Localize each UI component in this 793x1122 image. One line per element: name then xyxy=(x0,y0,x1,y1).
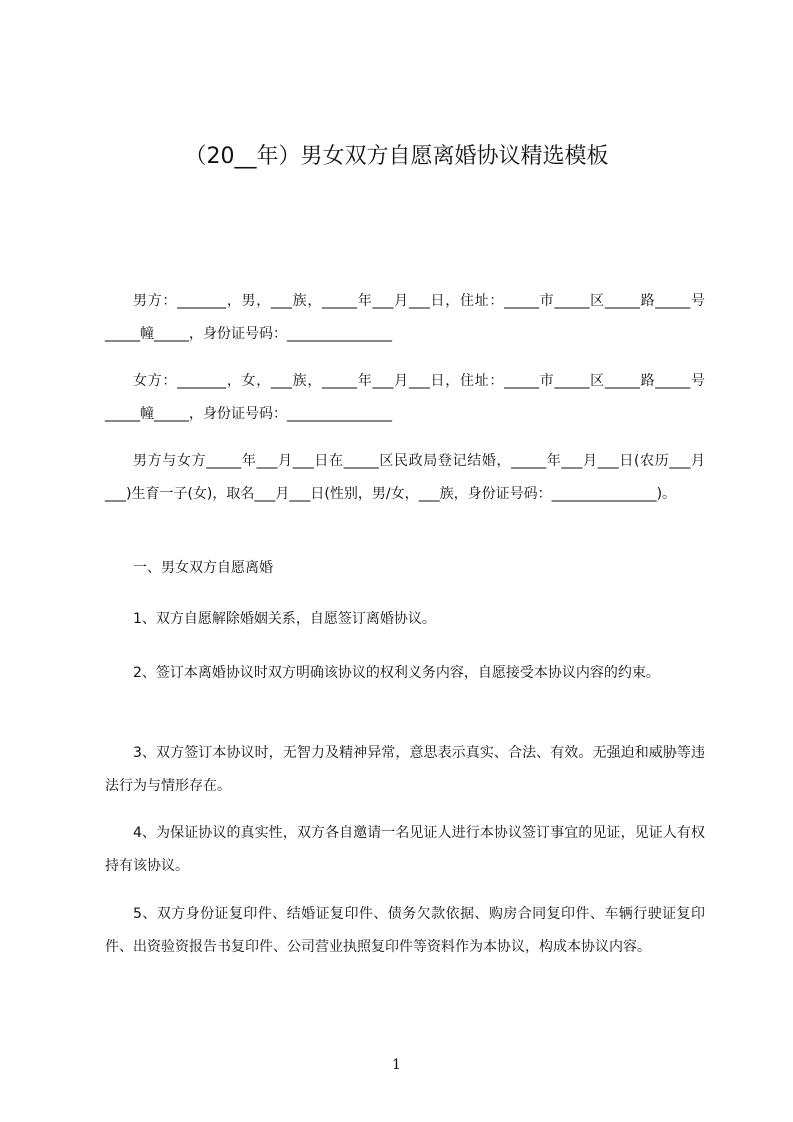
page-number: 1 xyxy=(392,1057,401,1073)
clause-5-paragraph: 5、双方身份证复印件、结婚证复印件、债务欠款依据、购房合同复印件、车辆行驶证复印件、出资验资报告书复印件、公司营业执照复印件等资料作为本协议，构成本协议内容。 xyxy=(105,906,705,955)
clause-2-paragraph: 2、签订本离婚协议时双方明确该协议的权利义务内容，自愿接受本协议内容的约束。 xyxy=(133,665,660,681)
clause-1-paragraph: 1、双方自愿解除婚姻关系，自愿签订离婚协议。 xyxy=(133,611,436,627)
female-party-paragraph: 女方：_______，女，___族，_____年___月___日，住址：_____市_____区_____路_____号_____幢_____，身份证号码：_______________ xyxy=(105,373,705,422)
clause-3-paragraph: 3、双方签订本协议时，无智力及精神异常，意思表示真实、合法、有效。无强迫和威胁等违法行为与情形存在。 xyxy=(105,745,705,794)
section-1-heading: 一、男女双方自愿离婚 xyxy=(133,560,273,576)
marriage-info-paragraph: 男方与女方_____年___月___日在_____区民政局登记结婚，_____年___月___日(农历___月___)生育一子(女)，取名___月___日(性别，男/女，___族，身份证号码：_______________)。 xyxy=(105,453,705,502)
male-party-paragraph: 男方：_______，男，___族，_____年___月___日，住址：_____市_____区_____路_____号_____幢_____，身份证号码：_______________ xyxy=(105,293,705,342)
clause-4-paragraph: 4、为保证协议的真实性，双方各自邀请一名见证人进行本协议签订事宜的见证，见证人有权持有该协议。 xyxy=(105,825,705,874)
document-title: （20__年）男女双方自愿离婚协议精选模板 xyxy=(184,144,609,169)
